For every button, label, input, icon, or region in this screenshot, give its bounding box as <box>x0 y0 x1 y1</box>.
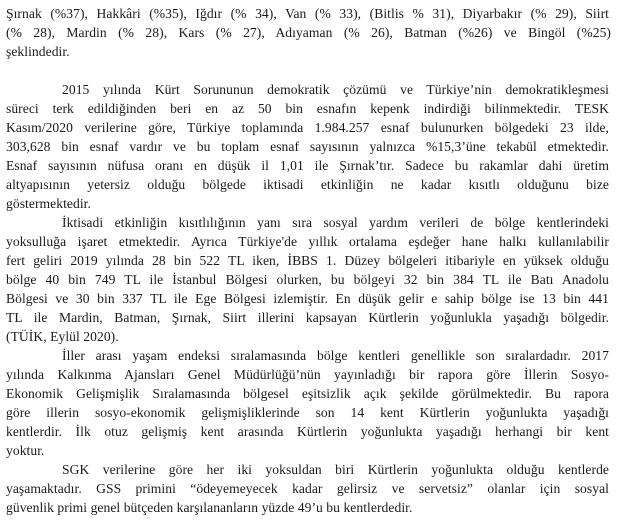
text-line: Bölgesi ve 30 bin 337 TL ile Ege Bölgesi izlemiştir. En düşük gelir e sahip bölge ise 13 bin 441 <box>6 291 609 306</box>
text-line: yoktur. <box>6 443 45 458</box>
text-line: altyapısının yetersiz olduğu bölgede iktisadi etkinliğin ne kadar kısıtlı olduğunu bize <box>6 177 609 192</box>
text-line: süreci terk edildiğinden beri en az 50 bin esnafın kepenk indirdiği bilinmektedir. TESK <box>6 101 609 116</box>
text-line: İktisadi etkinliğin kısıtlılığının yanı sıra sosyal yardım verileri de bölge kentlerindeki <box>62 215 609 230</box>
text-line: yoksulluğa işaret etmektedir. Ayrıca Türkiye'de yıllık ortalama eşdeğer hane halkı kullanılabilir <box>6 234 609 249</box>
text-line: fert geliri 2019 yılında 28 bin 522 TL iken, İBBS 1. Düzey bölgeleri itibariyle en yüksek olduğu <box>6 253 609 268</box>
text-line: güvenlik primi genel bütçeden karşılananların yüzde 49’u bu kentlerdedir. <box>6 500 413 515</box>
text-line: yaşamaktadır. GSS primini “ödeyemeyecek kadar gelirsiz ve servetsiz” olanlar için sosyal <box>6 481 609 496</box>
text-line: 303,628 bin esnaf vardır ve bu toplam esnaf sayısının yalnızca %15,3’üne tekabül etmektedir. <box>6 139 609 154</box>
text-line: Şırnak (%37), Hakkâri (%35), Iğdır (% 34), Van (% 33), (Bitlis % 31), Diyarbakır (% 29), Siirt <box>6 6 609 21</box>
text-line: Ekonomik Gelişmişlik Sıralamasında bölgesel eşitsizlik açık şekilde görülmektedir. Bu rapora <box>6 386 609 401</box>
text-line: göstermektedir. <box>6 196 91 211</box>
text-line: bölge 40 bin 749 TL ile İstanbul Bölgesi olurken, bu bölgeyi 32 bin 384 TL ile Batı Anadolu <box>6 272 609 287</box>
text-line: göre illerin sosyo-ekonomik gelişmişliklerinde son 14 kent Kürtlerin yoğunlukta yaşadığı <box>6 405 609 420</box>
text-line: şeklindedir. <box>6 44 70 59</box>
text-line: (TÜİK, Eylül 2020). <box>6 329 119 344</box>
text-line: (% 28), Mardin (% 28), Kars (% 27), Adıyaman (% 26), Batman (%26) ve Bingöl (%25) <box>6 25 611 40</box>
text-line: İller arası yaşam endeksi sıralamasında bölge kentleri genellikle son sıralardadır. 2017 <box>62 348 609 363</box>
text-line: Esnaf sayısının nüfusa oranı en düşük il 1,01 ile Şırnak’tır. Sadece bu rakamlar dahi üretim <box>6 158 609 173</box>
text-line: 2015 yılında Kürt Sorununun demokratik çözümü ve Türkiye’nin demokratikleşmesi <box>62 82 609 97</box>
text-line: TL ile Mardin, Batman, Şırnak, Siirt illerini kapsayan Kürtlerin yoğunlukla yaşadığı bölgedir. <box>6 310 609 325</box>
text-line: yılında Kalkınma Ajansları Genel Müdürlüğü’nün yayınladığı bir rapora göre İllerin Sosyo- <box>6 367 609 382</box>
text-line: kentlerdir. İlk otuz gelişmiş kent arasında Kürtlerin yoğunlukta yaşadığı herhangi bir kent <box>6 424 609 439</box>
text-line: SGK verilerine göre her iki yoksuldan biri Kürtlerin yoğunlukta olduğu kentlerde <box>62 462 609 477</box>
text-line: Kasım/2020 verilerine göre, Türkiye toplamında 1.984.257 esnaf bulunurken bölgedeki 23 ilde, <box>6 120 609 135</box>
